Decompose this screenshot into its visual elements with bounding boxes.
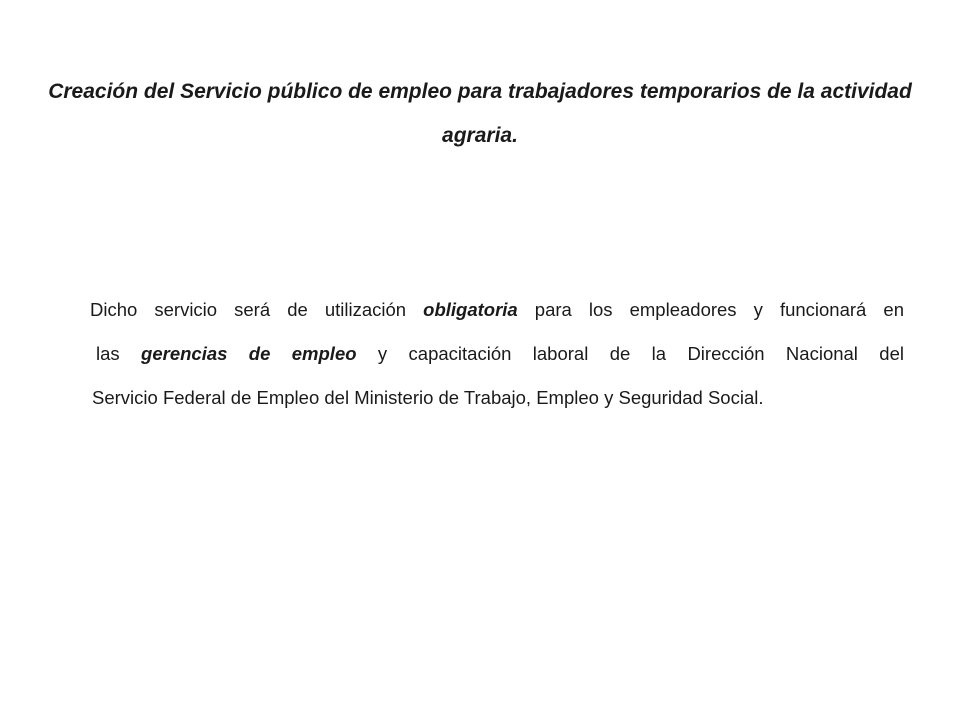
body-paragraph xyxy=(86,288,904,420)
paragraph-line-3: Servicio Federal de Empleo del Ministerio de Trabajo, Empleo y Seguridad Social. xyxy=(92,387,764,408)
paragraph-text: y capacitación laboral de la Dirección Nacional del xyxy=(356,343,904,364)
paragraph-text: para los empleadores y funcionará en xyxy=(517,299,904,320)
paragraph-line-2 xyxy=(86,332,904,376)
emphasis-gerencias-de-empleo: gerencias de empleo xyxy=(141,343,357,364)
paragraph-text: las xyxy=(96,343,142,364)
emphasis-obligatoria: obligatoria xyxy=(423,299,518,320)
slide-title: Creación del Servicio público de empleo para trabajadores temporarios de la actividad agraria. xyxy=(48,80,912,147)
paragraph-text: Dicho servicio será de utilización xyxy=(90,299,424,320)
paragraph-line-1 xyxy=(86,288,904,332)
